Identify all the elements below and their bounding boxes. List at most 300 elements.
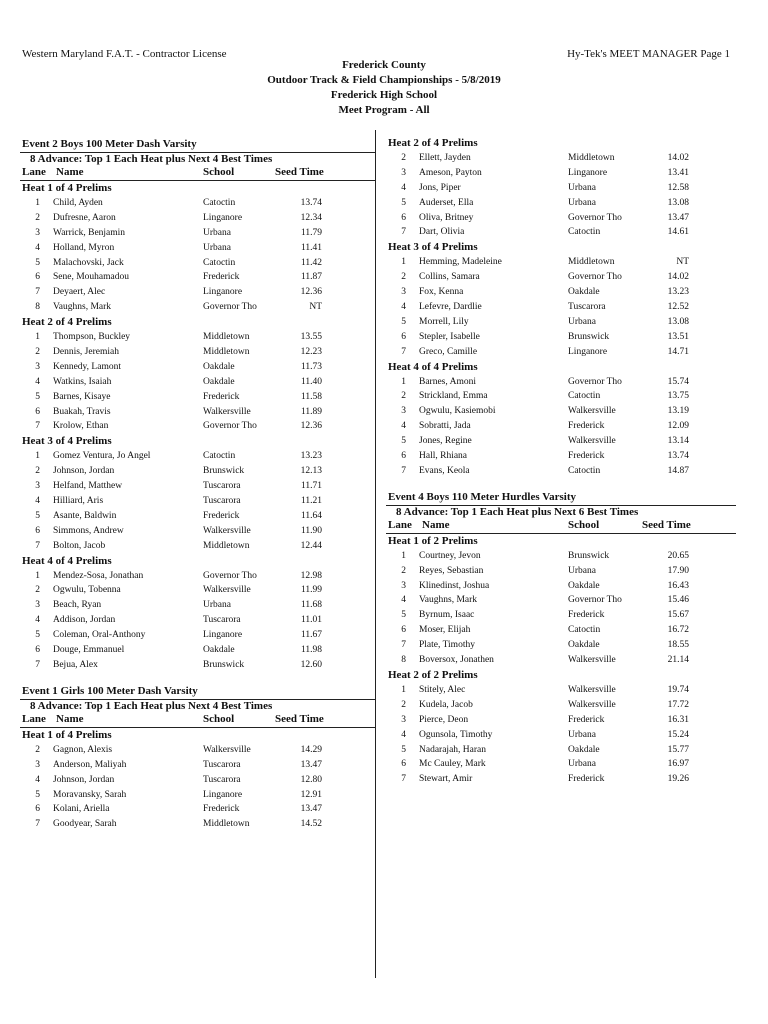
school-name: Walkersville xyxy=(568,655,616,666)
seed-time: 11.21 xyxy=(300,496,322,507)
lane-number: 5 xyxy=(401,744,406,755)
seed-time: 12.91 xyxy=(300,789,322,800)
athlete-name: Stewart, Amir xyxy=(419,774,473,785)
lane-number: 4 xyxy=(401,729,406,740)
school-name: Tuscarora xyxy=(203,481,241,492)
software-page-label: Hy-Tek's MEET MANAGER Page 1 xyxy=(567,48,730,60)
seed-time: 16.31 xyxy=(667,714,689,725)
seed-time: 13.51 xyxy=(667,331,689,342)
school-name: Walkersville xyxy=(203,406,251,417)
school-name: Urbana xyxy=(568,729,596,740)
seed-time: 12.98 xyxy=(300,570,322,581)
athlete-name: Johnson, Jordan xyxy=(53,774,115,785)
athlete-name: Morrell, Lily xyxy=(419,316,469,327)
seed-time: 12.80 xyxy=(300,774,322,785)
school-name: Brunswick xyxy=(203,659,245,670)
left-column xyxy=(20,136,375,832)
entry-row xyxy=(386,608,736,623)
seed-time: 14.29 xyxy=(300,744,322,755)
athlete-name: Goodyear, Sarah xyxy=(53,819,117,830)
entry-row xyxy=(386,181,736,196)
school-name: Frederick xyxy=(203,510,240,521)
athlete-name: Coleman, Oral-Anthony xyxy=(53,630,146,641)
entry-row xyxy=(20,524,375,539)
entry-row xyxy=(386,579,736,594)
spacer xyxy=(386,479,736,489)
athlete-name: Boversox, Jonathen xyxy=(419,655,494,666)
school-name: Middletown xyxy=(203,819,250,830)
seed-time: 15.67 xyxy=(667,610,689,621)
school-name: Catoctin xyxy=(568,625,601,636)
athlete-name: Ogwulu, Tobenna xyxy=(53,585,121,596)
school-name: Oakdale xyxy=(568,744,600,755)
athlete-name: Kolani, Ariella xyxy=(53,804,110,815)
athlete-name: Collins, Samara xyxy=(419,272,480,283)
heat-header: Heat 2 of 4 Prelims xyxy=(388,137,478,149)
seed-time: 17.90 xyxy=(667,565,689,576)
name-header: Name xyxy=(56,166,84,178)
school-name: Linganore xyxy=(203,789,243,800)
lane-number: 2 xyxy=(35,212,40,223)
seed-time: 15.46 xyxy=(667,595,689,606)
lane-number: 5 xyxy=(401,436,406,447)
athlete-name: Sene, Mouhamadou xyxy=(53,272,129,283)
seed-time: 11.64 xyxy=(300,510,322,521)
entry-row xyxy=(20,743,375,758)
athlete-name: Ogwulu, Kasiemobi xyxy=(419,406,496,417)
seed-time: 12.36 xyxy=(300,421,322,432)
athlete-name: Vaughns, Mark xyxy=(419,595,478,606)
athlete-name: Barnes, Kisaye xyxy=(53,391,111,402)
school-name: Tuscarora xyxy=(203,615,241,626)
lane-number: 6 xyxy=(401,451,406,462)
athlete-name: Nadarajah, Haran xyxy=(419,744,486,755)
entry-row xyxy=(20,226,375,241)
lane-number: 6 xyxy=(401,331,406,342)
entry-row xyxy=(386,151,736,166)
seed-time: 15.24 xyxy=(667,729,689,740)
school-name: Governor Tho xyxy=(203,302,257,313)
entry-row xyxy=(20,802,375,817)
entry-row xyxy=(386,434,736,449)
entry-row xyxy=(386,315,736,330)
lane-number: 7 xyxy=(401,346,406,357)
lane-number: 2 xyxy=(401,565,406,576)
school-name: Governor Tho xyxy=(203,570,257,581)
athlete-name: Asante, Baldwin xyxy=(53,510,117,521)
athlete-name: Buakah, Travis xyxy=(53,406,111,417)
athlete-name: Jones, Regine xyxy=(419,436,472,447)
seed-time: 21.14 xyxy=(667,655,689,666)
athlete-name: Deyaert, Alec xyxy=(53,287,106,298)
seed-time: 17.72 xyxy=(667,699,689,710)
entry-row xyxy=(386,464,736,479)
entry-row xyxy=(20,375,375,390)
entry-row xyxy=(386,549,736,564)
athlete-name: Dart, Olivia xyxy=(419,227,465,238)
entry-row xyxy=(20,211,375,226)
athlete-name: Watkins, Isaiah xyxy=(53,376,112,387)
entry-row xyxy=(20,270,375,285)
school-name: Catoctin xyxy=(203,198,236,208)
entry-row xyxy=(20,583,375,598)
advance-rule: 8 Advance: Top 1 Each Heat plus Next 6 Best Times xyxy=(396,505,639,518)
athlete-name: Strickland, Emma xyxy=(419,391,488,402)
seed-time: 20.65 xyxy=(667,550,689,561)
entry-row xyxy=(386,419,736,434)
name-header: Name xyxy=(422,518,450,531)
seed-time: 13.14 xyxy=(667,436,689,447)
seed-time: 11.41 xyxy=(300,242,322,253)
athlete-name: Douge, Emmanuel xyxy=(53,645,125,656)
seed-header: Seed Time xyxy=(642,518,691,531)
lane-number: 3 xyxy=(35,600,40,611)
athlete-name: Bejua, Alex xyxy=(53,659,98,670)
seed-time: 19.74 xyxy=(667,684,689,695)
entry-row xyxy=(20,658,375,673)
entry-row xyxy=(20,479,375,494)
seed-time: 15.74 xyxy=(667,376,689,387)
entry-row xyxy=(20,569,375,584)
entry-row xyxy=(20,773,375,788)
school-name: Urbana xyxy=(568,197,596,208)
athlete-name: Kudela, Jacob xyxy=(419,699,473,710)
seed-time: 13.08 xyxy=(667,197,689,208)
seed-time: 11.40 xyxy=(300,376,322,387)
school-name: Oakdale xyxy=(568,640,600,651)
athlete-name: Dennis, Jeremiah xyxy=(53,347,119,358)
lane-number: 3 xyxy=(401,406,406,417)
lane-number: 3 xyxy=(401,714,406,725)
athlete-name: Greco, Camille xyxy=(419,346,478,357)
name-header: Name xyxy=(56,712,84,725)
advance-rule: 8 Advance: Top 1 Each Heat plus Next 4 Best Times xyxy=(30,153,273,165)
entry-row xyxy=(386,638,736,653)
athlete-name: Dufresne, Aaron xyxy=(53,212,116,223)
seed-time: 12.44 xyxy=(300,540,322,551)
lane-number: 7 xyxy=(35,287,40,298)
athlete-name: Lefevre, Dardlie xyxy=(419,302,482,313)
seed-time: 13.75 xyxy=(667,391,689,402)
seed-time: 13.08 xyxy=(667,316,689,327)
school-name: Governor Tho xyxy=(203,421,257,432)
lane-number: 7 xyxy=(35,421,40,432)
lane-number: 5 xyxy=(401,197,406,208)
entry-row xyxy=(386,772,736,787)
lane-number: 7 xyxy=(401,640,406,651)
athlete-name: Sobratti, Jada xyxy=(419,421,471,432)
school-name: Governor Tho xyxy=(568,212,622,223)
lane-number: 4 xyxy=(401,182,406,193)
seed-time: 12.36 xyxy=(300,287,322,298)
lane-number: 6 xyxy=(35,272,40,283)
seed-header: Seed Time xyxy=(275,166,324,178)
seed-time: 12.58 xyxy=(667,182,689,193)
school-name: Middletown xyxy=(203,332,250,343)
athlete-name: Gagnon, Alexis xyxy=(53,744,113,755)
entry-row xyxy=(386,300,736,315)
seed-time: 16.43 xyxy=(667,580,689,591)
event-title: Event 2 Boys 100 Meter Dash Varsity xyxy=(22,138,197,150)
lane-number: 8 xyxy=(35,302,40,313)
school-name: Middletown xyxy=(203,347,250,358)
entry-row xyxy=(20,300,375,315)
entry-row xyxy=(386,196,736,211)
school-name: Tuscarora xyxy=(203,759,241,770)
athlete-name: Bolton, Jacob xyxy=(53,540,106,551)
lane-number: 4 xyxy=(35,615,40,626)
school-name: Frederick xyxy=(568,451,605,462)
athlete-name: Beach, Ryan xyxy=(53,600,102,611)
lane-number: 8 xyxy=(401,655,406,666)
school-name: Oakdale xyxy=(568,580,600,591)
seed-time: 16.97 xyxy=(667,759,689,770)
column-divider xyxy=(375,130,376,978)
entry-row xyxy=(20,330,375,345)
entry-row xyxy=(20,758,375,773)
heat-header: Heat 1 of 4 Prelims xyxy=(22,728,112,741)
lane-number: 4 xyxy=(401,595,406,606)
meet-venue: Frederick High School xyxy=(330,89,438,101)
seed-time: 14.61 xyxy=(667,227,689,238)
meet-title-block xyxy=(0,58,768,118)
athlete-name: Ameson, Payton xyxy=(419,167,482,178)
lane-number: 1 xyxy=(401,257,406,268)
lane-number: 1 xyxy=(401,550,406,561)
lane-number: 2 xyxy=(401,391,406,402)
entry-row xyxy=(20,817,375,832)
heat-header: Heat 1 of 2 Prelims xyxy=(388,534,478,547)
lane-number: 5 xyxy=(35,630,40,641)
school-name: Walkersville xyxy=(568,436,616,447)
seed-time: 19.26 xyxy=(667,774,689,785)
entry-row xyxy=(20,613,375,628)
athlete-name: Kennedy, Lamont xyxy=(53,361,121,372)
lane-number: 7 xyxy=(35,540,40,551)
seed-time: 13.23 xyxy=(667,287,689,298)
athlete-name: Helfand, Matthew xyxy=(53,481,123,492)
lane-number: 2 xyxy=(35,466,40,477)
athlete-name: Anderson, Maliyah xyxy=(53,759,127,770)
lane-number: 6 xyxy=(401,759,406,770)
seed-time: 11.68 xyxy=(300,600,322,611)
athlete-name: Stitely, Alec xyxy=(419,684,466,695)
athlete-name: Ellett, Jayden xyxy=(419,153,471,163)
entry-row xyxy=(386,270,736,285)
entry-row xyxy=(386,225,736,240)
entry-row xyxy=(386,166,736,181)
school-name: Linganore xyxy=(203,287,243,298)
advance-rule: 8 Advance: Top 1 Each Heat plus Next 4 Best Times xyxy=(30,699,273,712)
lane-number: 3 xyxy=(35,759,40,770)
lane-number: 5 xyxy=(35,257,40,268)
athlete-name: Moser, Elijah xyxy=(419,625,471,636)
entry-row xyxy=(386,653,736,668)
school-name: Brunswick xyxy=(568,550,610,561)
seed-time: 11.71 xyxy=(300,481,322,492)
lane-number: 2 xyxy=(35,744,40,755)
athlete-name: Malachovski, Jack xyxy=(53,257,124,268)
entry-row xyxy=(386,375,736,390)
seed-time: 12.23 xyxy=(300,347,322,358)
entry-row xyxy=(386,728,736,743)
athlete-name: Warrick, Benjamin xyxy=(53,227,126,238)
lane-number: 7 xyxy=(35,659,40,670)
lane-number: 3 xyxy=(401,287,406,298)
seed-time: 11.67 xyxy=(300,630,322,641)
athlete-name: Johnson, Jordan xyxy=(53,466,115,477)
seed-time: 13.55 xyxy=(300,332,322,343)
school-name: Linganore xyxy=(568,167,608,178)
lane-number: 5 xyxy=(35,789,40,800)
seed-time: 14.71 xyxy=(667,346,689,357)
school-name: Catoctin xyxy=(203,257,236,268)
spacer xyxy=(20,673,375,683)
entry-row xyxy=(386,757,736,772)
heat-header: Heat 3 of 4 Prelims xyxy=(388,241,478,254)
school-name: Linganore xyxy=(203,212,243,223)
event-title: Event 4 Boys 110 Meter Hurdles Varsity xyxy=(388,490,577,503)
athlete-name: Plate, Timothy xyxy=(419,640,475,651)
lane-number: 4 xyxy=(401,302,406,313)
school-header: School xyxy=(203,712,235,725)
seed-time: 12.13 xyxy=(300,466,322,477)
right-column xyxy=(386,136,736,787)
entry-row xyxy=(20,360,375,375)
athlete-name: Hall, Rhiana xyxy=(419,451,468,462)
school-name: Walkersville xyxy=(568,684,616,695)
lane-number: 4 xyxy=(35,774,40,785)
school-name: Catoctin xyxy=(568,391,601,402)
lane-number: 2 xyxy=(401,699,406,710)
heat-header: Heat 4 of 4 Prelims xyxy=(22,554,112,567)
entry-row xyxy=(20,256,375,271)
entry-row xyxy=(386,623,736,638)
entry-row xyxy=(20,241,375,256)
school-name: Oakdale xyxy=(568,287,600,298)
school-name: Urbana xyxy=(203,600,231,611)
lane-number: 2 xyxy=(401,153,406,163)
athlete-name: Fox, Kenna xyxy=(419,287,464,298)
school-name: Walkersville xyxy=(203,525,251,536)
entry-row xyxy=(20,345,375,360)
school-name: Oakdale xyxy=(203,376,235,387)
seed-time: 15.77 xyxy=(667,744,689,755)
seed-time: 12.34 xyxy=(300,212,322,223)
seed-time: 14.02 xyxy=(667,272,689,283)
lane-header: Lane xyxy=(22,166,46,178)
athlete-name: Barnes, Amoni xyxy=(419,376,476,387)
school-name: Frederick xyxy=(568,714,605,725)
entry-row xyxy=(20,405,375,420)
athlete-name: Oliva, Britney xyxy=(419,212,474,223)
entry-row xyxy=(20,643,375,658)
seed-time: 14.52 xyxy=(300,819,322,830)
seed-time: 14.02 xyxy=(667,153,689,163)
school-name: Frederick xyxy=(203,391,240,402)
athlete-name: Pierce, Deon xyxy=(419,714,469,725)
athlete-name: Ogunsola, Timothy xyxy=(419,729,493,740)
lane-number: 2 xyxy=(401,272,406,283)
column-headers xyxy=(386,519,736,533)
entry-row xyxy=(20,539,375,554)
school-name: Linganore xyxy=(568,346,608,357)
seed-time: 13.47 xyxy=(667,212,689,223)
school-name: Brunswick xyxy=(203,466,245,477)
entry-row xyxy=(20,419,375,434)
school-name: Walkersville xyxy=(568,699,616,710)
athlete-name: Reyes, Sebastian xyxy=(419,565,484,576)
school-name: Urbana xyxy=(568,565,596,576)
entry-row xyxy=(386,389,736,404)
school-name: Frederick xyxy=(568,610,605,621)
seed-time: 14.87 xyxy=(667,465,689,476)
school-name: Urbana xyxy=(568,182,596,193)
heat-header: Heat 4 of 4 Prelims xyxy=(388,360,478,373)
lane-number: 5 xyxy=(35,510,40,521)
lane-number: 6 xyxy=(35,406,40,417)
lane-number: 6 xyxy=(35,645,40,656)
lane-number: 6 xyxy=(35,525,40,536)
lane-number: 4 xyxy=(35,242,40,253)
athlete-name: Krolow, Ethan xyxy=(53,421,109,432)
lane-number: 5 xyxy=(401,610,406,621)
heat-header: Heat 2 of 4 Prelims xyxy=(22,316,112,329)
lane-number: 7 xyxy=(35,819,40,830)
athlete-name: Courtney, Jevon xyxy=(419,550,481,561)
seed-time: 13.47 xyxy=(300,759,322,770)
entry-row xyxy=(386,449,736,464)
seed-time: 11.99 xyxy=(300,585,322,596)
lane-number: 6 xyxy=(35,804,40,815)
school-name: Tuscarora xyxy=(203,774,241,785)
seed-time: 11.01 xyxy=(300,615,322,626)
athlete-name: Hilliard, Aris xyxy=(53,496,104,507)
school-name: Frederick xyxy=(568,774,605,785)
athlete-name: Jons, Piper xyxy=(419,182,461,193)
athlete-name: Mc Cauley, Mark xyxy=(419,759,486,770)
athlete-name: Vaughns, Mark xyxy=(53,302,112,313)
school-name: Governor Tho xyxy=(568,595,622,606)
column-headers xyxy=(20,166,375,180)
school-name: Oakdale xyxy=(203,361,235,372)
seed-time: NT xyxy=(309,302,322,313)
seed-time: 11.58 xyxy=(300,391,322,402)
seed-time: NT xyxy=(676,257,689,268)
lane-number: 3 xyxy=(401,580,406,591)
seed-time: 13.23 xyxy=(300,451,322,462)
athlete-name: Byrnum, Isaac xyxy=(419,610,475,621)
lane-number: 3 xyxy=(35,361,40,372)
lane-number: 1 xyxy=(401,684,406,695)
lane-number: 3 xyxy=(35,227,40,238)
seed-time: 11.87 xyxy=(300,272,322,283)
lane-number: 4 xyxy=(35,496,40,507)
entry-row xyxy=(386,404,736,419)
school-name: Middletown xyxy=(203,540,250,551)
athlete-name: Child, Ayden xyxy=(53,198,103,208)
school-name: Governor Tho xyxy=(568,376,622,387)
seed-time: 13.19 xyxy=(667,406,689,417)
entry-row xyxy=(20,628,375,643)
entry-row xyxy=(20,509,375,524)
seed-time: 11.42 xyxy=(300,257,322,268)
school-name: Brunswick xyxy=(568,331,610,342)
school-name: Governor Tho xyxy=(568,272,622,283)
seed-time: 16.72 xyxy=(667,625,689,636)
school-name: Oakdale xyxy=(203,645,235,656)
lane-number: 1 xyxy=(35,451,40,462)
